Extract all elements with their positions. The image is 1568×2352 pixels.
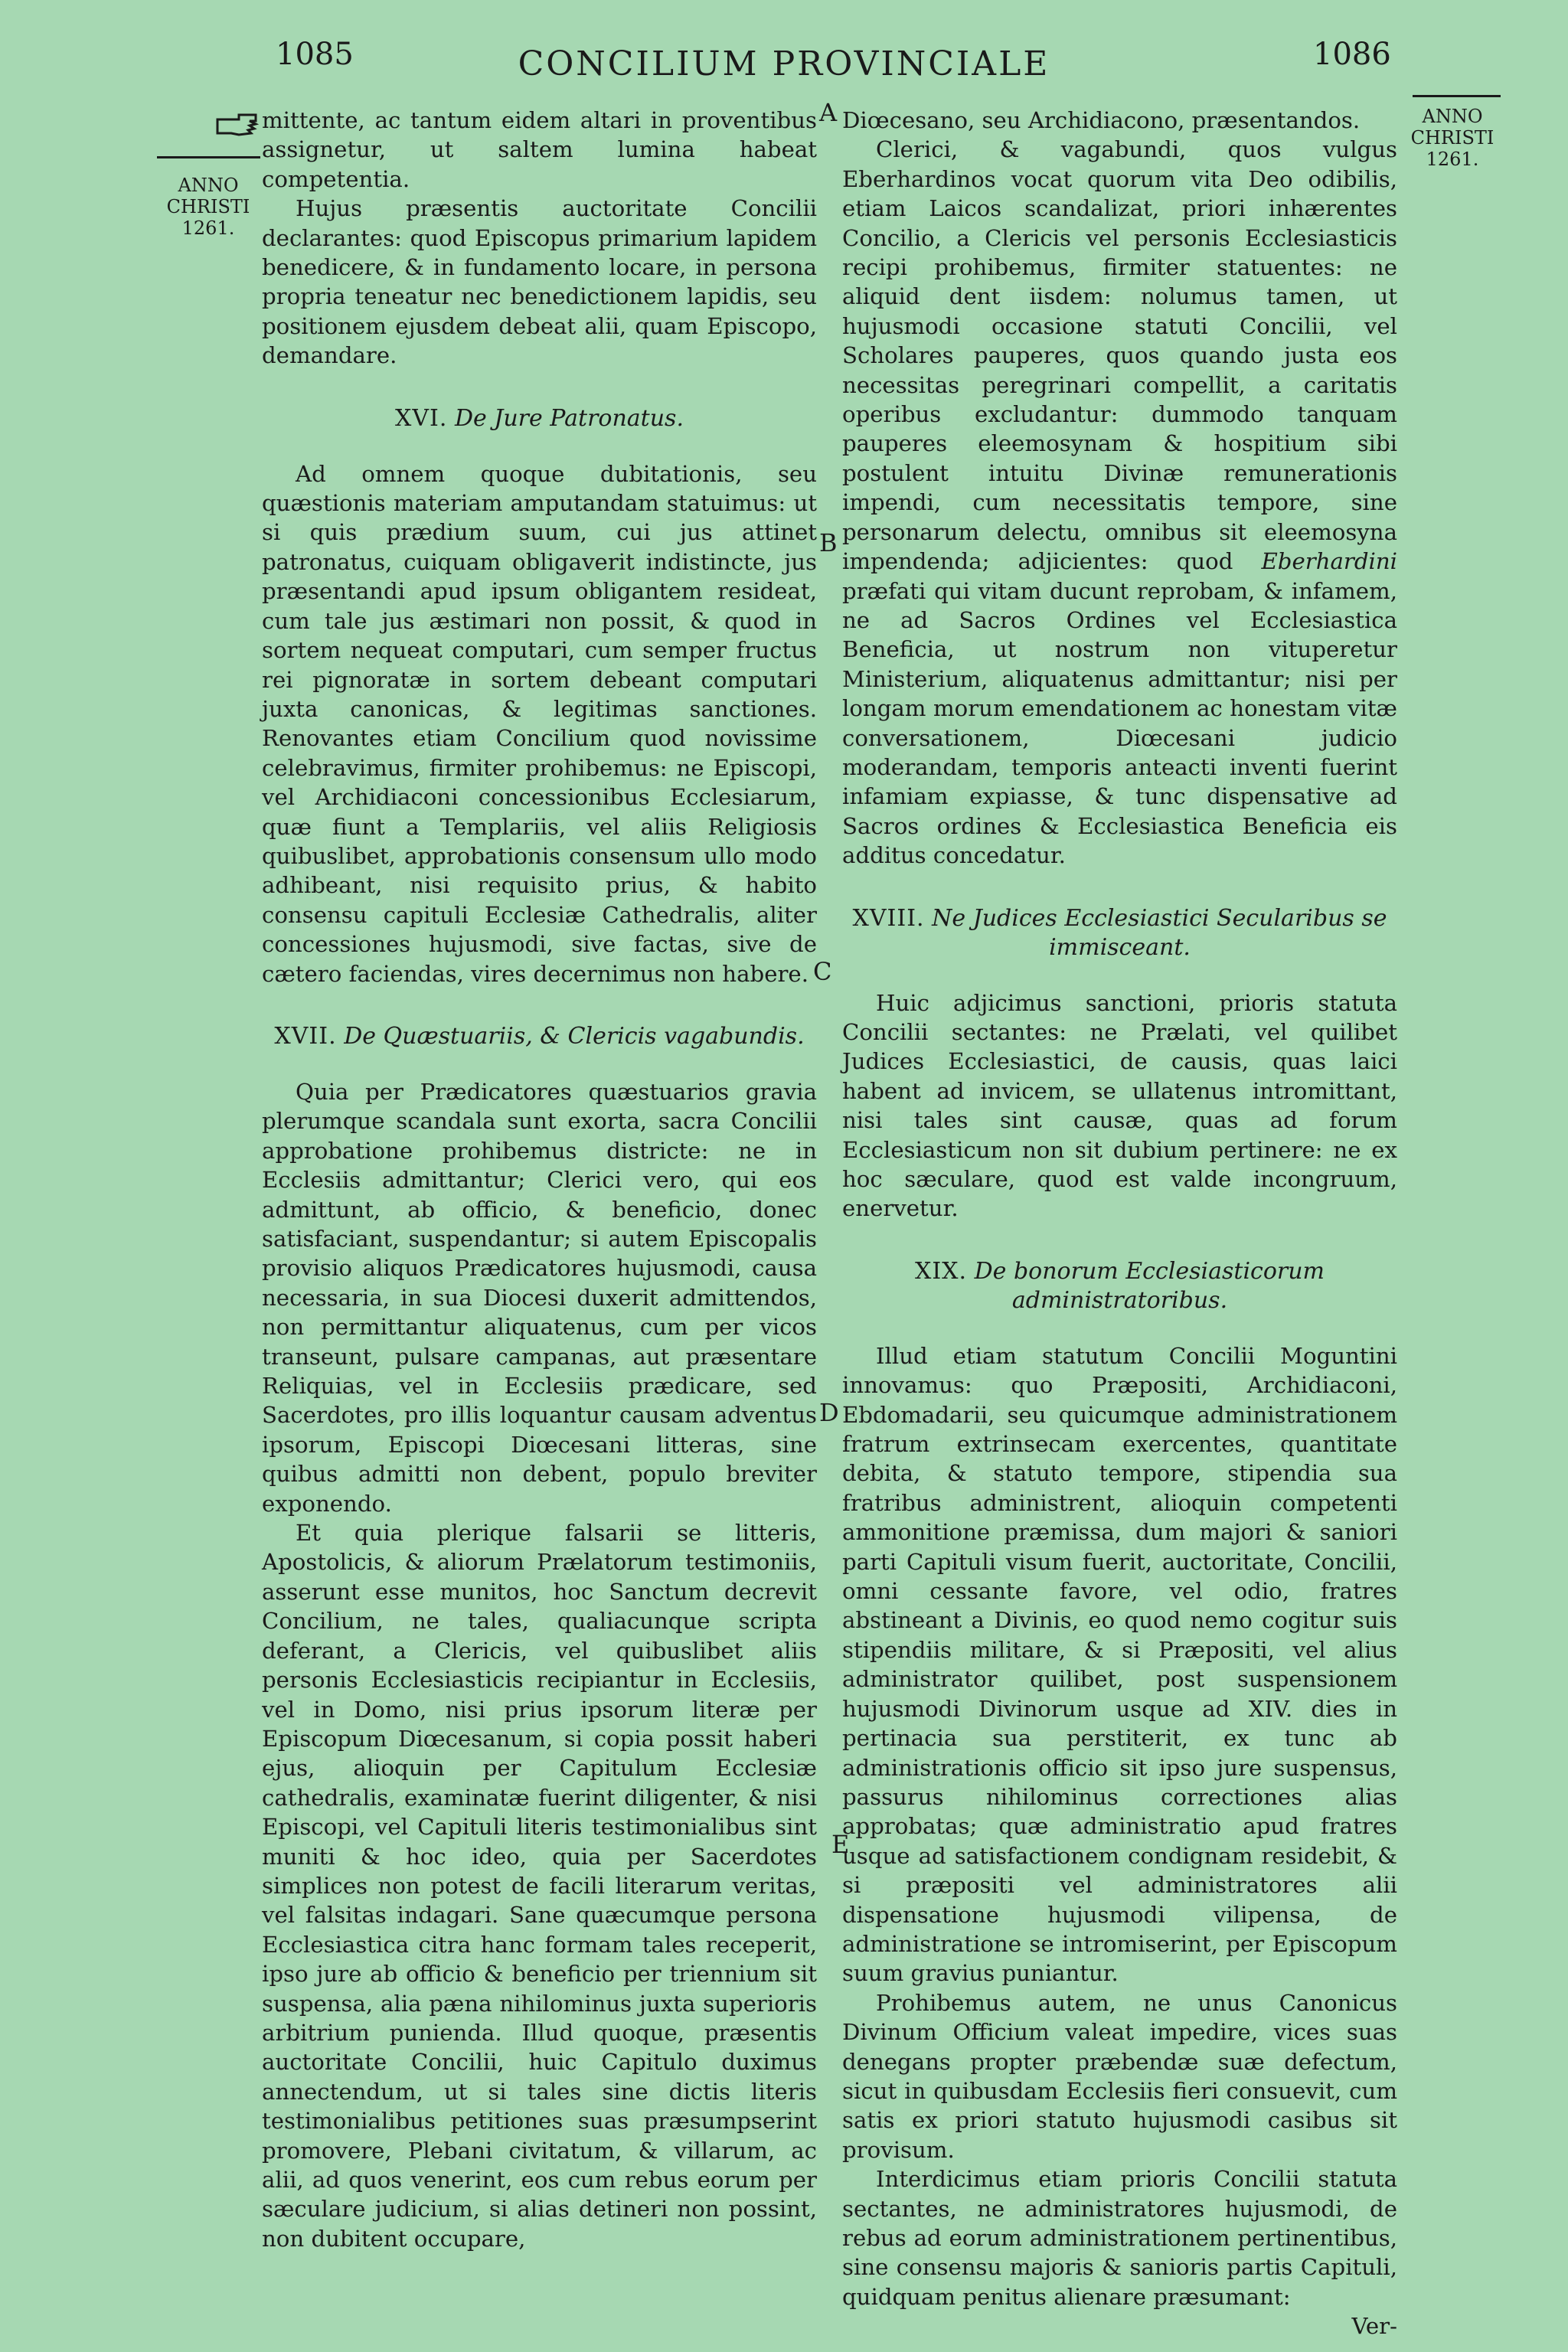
page-number-right: 1086	[1313, 37, 1391, 72]
paragraph: Huic adjicimus sanctioni, prioris statuta Concilii sectantes: ne Prælati, vel quilibet Judices Ecclesiastici, de causis, quas laici habent ad invicem, se ullatenus intromittant, nisi tales sint causæ, quas ad forum Ecclesiasticum non sit dubium pertinere: ne ex hoc sæculare, quod est valde incongruum, enervetur.	[842, 989, 1397, 1222]
section-title: De Jure Patronatus.	[454, 404, 684, 432]
margin-year-left	[162, 175, 254, 239]
margin-rule-left	[157, 156, 260, 158]
right-text-column	[842, 106, 1397, 2341]
text-run: Clerici, & vagabundi, quos vulgus Eberhardinos vocat quorum vita Deo odibilis, etiam Laicos scandalizat, priori inhærentes Concilio, a Clericis vel personis Ecclesiasticis recipi prohibemus, firmiter statuentes: ne aliquid dent iisdem: nolumus tamen, ut hujusmodi occasione statuti Concilii, vel Scholares pauperes, quos quando justa eos necessitas peregrinari compellit, a caritatis operibus excludantur: dummodo tanquam pauperes eleemosynam & hospitium sibi postulent intuitu Divinæ remunerationis impendi, cum necessitatis tempore, sine personarum delectu, omnibus sit eleemosyna impendenda; adjicientes: quod	[842, 136, 1397, 575]
section-letter-d: D	[819, 1398, 839, 1427]
margin-rule-right	[1413, 95, 1501, 97]
section-number: XVII.	[274, 1022, 337, 1050]
section-title: De bonorum Ecclesiasticorum administratoribus.	[974, 1257, 1325, 1314]
section-number: XIX.	[914, 1257, 968, 1285]
section-heading-xvii	[262, 1022, 817, 1051]
section-heading-xix	[842, 1257, 1397, 1315]
page-number-left: 1085	[276, 37, 354, 72]
margin-year-right	[1410, 106, 1494, 170]
paragraph: Hujus præsentis auctoritate Concilii declarantes: quod Episcopus primarium lapidem benedicere, & in fundamento locare, in persona propria teneatur nec benedictionem lapidis, seu positionem ejusdem debeat alii, quam Episcopo, demandare.	[262, 195, 817, 369]
paragraph: Prohibemus autem, ne unus Canonicus Divinum Officium valeat impedire, vices suas denegans propter præbendæ suæ defectum, sicut in quibusdam Ecclesiis fieri consuevit, cum satis ex priori statuto hujusmodi casibus sit provisum.	[842, 1989, 1397, 2163]
section-letter-c: C	[813, 957, 832, 986]
paragraph: Interdicimus etiam prioris Concilii statuta sectantes, ne administratores hujusmodi, de rebus ad eorum administrationem pertinentibus, sine consensu majoris & sanioris partis Capituli, quidquam penitus alienare præsumant:	[842, 2166, 1397, 2310]
section-heading-xviii	[842, 904, 1397, 962]
section-letter-e: E	[831, 1830, 850, 1859]
pointing-hand-icon	[216, 112, 259, 138]
paragraph: Illud etiam statutum Concilii Moguntini innovamus: quo Præpositi, Archidiaconi, Ebdomadarii, seu quicumque administrationem fratrum extrinsecam exercentes, quantitate debita, & statuto tempore, stipendia sua fratribus administrent, alioquin competenti ammonitione præmissa, dum majori & saniori parti Capituli visum fuerit, auctoritate, Concilii, omni cessante favore, vel odio, fratres abstineant a Divinis, eo quod nemo cogitur suis stipendiis militare, & si Præpositi, vel alius administrator quilibet, post suspensionem hujusmodi Divinorum usque ad XIV. dies in pertinacia sua perstiterit, ex tunc ab administrationis officio sit ipso jure suspensus, passurus nihilominus correctiones alias approbatas; quæ administratio apud fratres usque ad satisfactionem condignam residebit, & si præpositi vel administratores alii dispensatione hujusmodi vilipensa, de administratione se intromiserint, per Episcopum suum gravius puniantur.	[842, 1342, 1397, 1987]
section-title: Ne Judices Ecclesiastici Secularibus se immisceant.	[932, 904, 1387, 961]
italic-name: Eberhardini	[1261, 548, 1398, 575]
section-letter-a: A	[819, 98, 838, 127]
margin-anno-label: ANNO	[1422, 106, 1483, 127]
margin-year-value: 1261.	[181, 217, 235, 239]
paragraph: Et quia plerique falsarii se litteris, Apostolicis, & aliorum Prælatorum testimoniis, asserunt esse munitos, hoc Sanctum decrevit Concilium, ne tales, qualiacunque scripta deferant, a Clericis, vel quibuslibet aliis personis Ecclesiasticis recipiantur in Ecclesiis, vel in Domo, nisi prius ipsorum literæ per Episcopum Diœcesanum, si copia possit haberi ejus, alioquin per Capitulum Ecclesiæ cathedralis, examinatæ fuerint diligenter, & nisi Episcopi, vel Capituli literis testimonialibus sint muniti & hoc ideo, quia per Sacerdotes simplices non potest de facili literarum veritas, vel falsitas indagari. Sane quæcumque persona Ecclesiastica citra hanc formam tales receperit, ipso jure ab officio & beneficio per triennium sit suspensa, alia pæna nihilominus juxta superioris arbitrium punienda. Illud quoque, præsentis auctoritate Concilii, huic Capitulo duximus annectendum, ut si tales sine dictis literis testimonialibus petitiones suas præsumpserint promovere, Plebani civitatum, & villarum, ac alii, ad quos venerint, eos cum rebus eorum per sæculare judicium, si alias detineri non possint, non dubitent occupare,	[262, 1520, 817, 2252]
left-text-column	[262, 106, 817, 2253]
text-run: præfati qui vitam ducunt reprobam, & infamem, ne ad Sacros Ordines vel Ecclesiastica Beneficia, ut nostrum non vituperetur Ministerium, aliquatenus admittantur; nisi per longam morum emendationem ac honestam vitæ conversationem, Diœcesani judicio moderandam, temporis anteacti inventi fuerint infamiam expiasse, & tunc dispensative ad Sacros ordines & Ecclesiastica Beneficia eis additus concedatur.	[842, 577, 1397, 869]
paragraph: Diœcesano, seu Archidiacono, præsentandos.	[842, 107, 1361, 133]
paragraph: Ad omnem quoque dubitationis, seu quæstionis materiam amputandam statuimus: ut si quis prædium suum, cui jus attinet patronatus, cuiquam obligaverit indistincte, jus præsentandi apud ipsum obligantem resideat, cum tale jus æstimari non possit, & quod in sortem nequeat computari, cum semper fructus rei pignoratæ in sortem debeant computari juxta canonicas, & legitimas sanctiones. Renovantes etiam Concilium quod novissime celebravimus, firmiter prohibemus: ne Episcopi, vel Archidiaconi concessionibus Ecclesiarum, quæ fiunt a Templariis, vel aliis Religiosis quibuslibet, approbationis consensum ullo modo adhibeant, nisi requisito prius, & habito consensu capituli Ecclesiæ Cathedralis, aliter concessiones hujusmodi, sive factas, sive de cætero faciendas, vires decernimus non habere.	[262, 460, 817, 987]
section-letter-b: B	[819, 528, 838, 557]
margin-christi-label: CHRISTI	[166, 196, 250, 217]
section-number: XVIII.	[852, 904, 925, 932]
section-title: De Quæstuariis, & Clericis vagabundis.	[344, 1022, 805, 1050]
section-number: XVI.	[395, 404, 448, 432]
section-heading-xvi	[262, 404, 817, 433]
margin-christi-label: CHRISTI	[1410, 127, 1494, 149]
paragraph	[842, 135, 1397, 870]
running-title: CONCILIUM PROVINCIALE	[518, 44, 1050, 83]
paragraph: Quia per Prædicatores quæstuarios gravia plerumque scandala sunt exorta, sacra Concilii approbatione prohibemus districte: ne in Ecclesiis admittantur; Clerici vero, qui eos admittunt, ab officio, & beneficio, donec satisfaciant, suspendantur; si autem Episcopalis provisio aliquos Prædicatores hujusmodi, causa necessaria, in sua Diocesi duxerit admittendos, non permittantur aliquatenus, cum per vicos transeunt, pulsare campanas, aut præsentare Reliquias, vel in Ecclesiis prædicare, sed Sacerdotes, pro illis loquantur causam adventus ipsorum, Episcopi Diœcesani litteras, sine quibus admitti non debent, populo breviter exponendo.	[262, 1078, 817, 1517]
paragraph: mittente, ac tantum eidem altari in proventibus assignetur, ut saltem lumina habeat competentia.	[262, 107, 817, 192]
catchword: Ver-	[1351, 2313, 1397, 2340]
margin-anno-label: ANNO	[178, 175, 239, 196]
margin-year-value: 1261.	[1426, 149, 1479, 170]
